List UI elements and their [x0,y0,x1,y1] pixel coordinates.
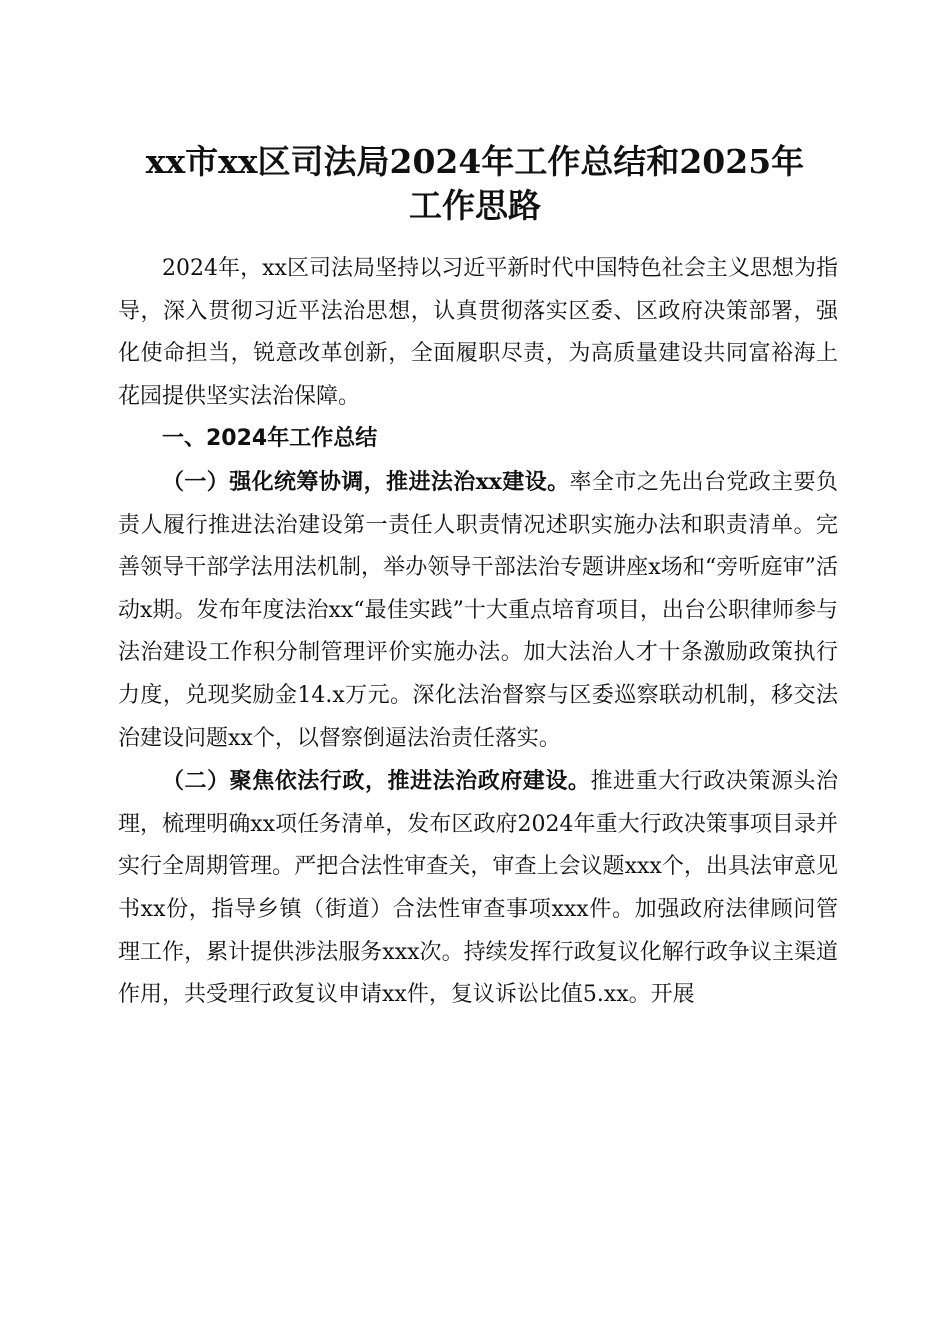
document-body [118,248,838,1017]
item2-lead: （二）聚焦依法行政，推进法治政府建设。 [162,768,591,795]
item1-paragraph [118,461,838,760]
item2-body: 推进重大行政决策源头治理，梳理明确xx项任务清单，发布区政府2024年重大行政决策事项目录并实行全周期管理。严把合法性审查关，审查上会议题xxx个，出具法审意见书xx份，指导乡镇（街道）合法性审查事项xxx件。加强政府法律顾问管理工作，累计提供涉法服务xxx次。持续发挥行政复议化解行政争议主渠道作用，共受理行政复议申请xx件，复议诉讼比值5.xx。开展 [118,769,838,1008]
intro-paragraph: 2024年，xx区司法局坚持以习近平新时代中国特色社会主义思想为指导，深入贯彻习近平法治思想，认真贯彻落实区委、区政府决策部署，强化使命担当，锐意改革创新，全面履职尽责，为高质量建设共同富裕海上花园提供坚实法治保障。 [118,256,838,409]
document-title-line2: 工作思路 [409,186,541,225]
document-title-line1: xx市xx区司法局2024年工作总结和2025年 [145,142,805,181]
item1-body: 率全市之先出台党政主要负责人履行推进法治建设第一责任人职责情况述职实施办法和职责清单。完善领导干部学法用法机制，举办领导干部法治专题讲座x场和“旁听庭审”活动x期。发布年度法治xx“最佳实践”十大重点培育项目，出台公职律师参与法治建设工作积分制管理评价实施办法。加大法治人才十条激励政策执行力度，兑现奖励金14.x万元。深化法治督察与区委巡察联动机制，移交法治建设问题xx个，以督察倒逼法治责任落实。 [118,469,838,751]
item1-lead: （一）强化统筹协调，推进法治xx建设。 [162,468,570,495]
item2-paragraph [118,760,838,1017]
section-heading: 一、2024年工作总结 [162,426,378,452]
